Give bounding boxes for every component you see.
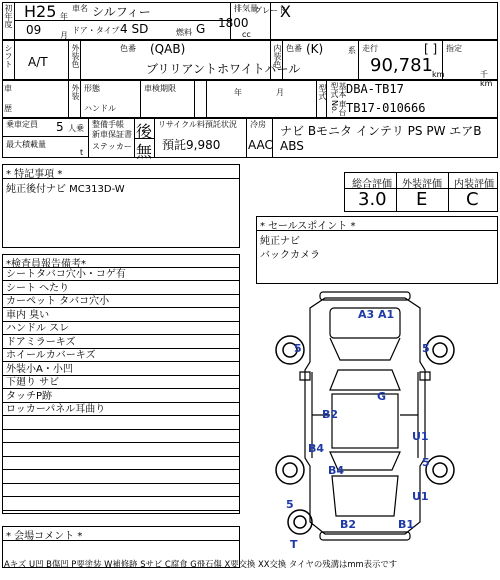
manual-value: 後 [136,122,153,141]
mark-b1-bottom: B1 [398,518,415,531]
inspector-note-row: 下廻り サビ [2,376,240,389]
model-code: DBA-TB17 [346,82,404,96]
inspector-note-row: 車内 臭い [2,309,240,322]
sticker-value: 無 [136,142,153,161]
mark-spare: T [290,538,298,550]
car-name: シルフィー [92,5,151,19]
mark-tire-fl: 5 [294,342,302,355]
chassis-number: TB17-010666 [346,101,426,115]
recycle-fee: 預託9,980 [162,138,221,152]
aircon: AAC [248,138,273,152]
inspector-note-row: ホイールカバーキズ [2,349,240,362]
sales-point-line: バックカメラ [260,250,320,261]
inspector-note-row [2,484,240,497]
year-label: 初年度 [4,4,13,28]
displacement: 1800 [218,16,249,30]
capacity: 5 [56,120,64,134]
mark-u1-right-top: U1 [412,430,429,443]
inspector-notes-title: *検査員報告備考* [6,259,86,270]
doors-type: 4 SD [120,22,149,36]
inspector-note-row: ハンドル スレ [2,322,240,335]
fuel: G [196,22,206,36]
mark-tire-rr: 5 [422,456,430,469]
inspector-note-row [2,417,240,430]
inspector-note-row [2,457,240,470]
total-score: 3.0 [358,189,387,210]
mark-tire-rl: 5 [286,498,294,511]
inspector-note-row: タッチP跡 [2,390,240,403]
equipment: ナビ Bモニタ インテリ PS PW エアB ABS [280,124,482,153]
mark-b2-left: B2 [322,408,339,421]
mark-b4-left-top: B4 [308,442,325,455]
inspector-note-row [2,444,240,457]
inspector-note-row [2,498,240,511]
sales-point-line: 純正ナビ [260,236,300,247]
mark-g: G [377,390,387,403]
inspector-note-row: ロッカーパネル耳曲り [2,403,240,416]
inspector-note-row: シート へたり [2,282,240,295]
special-notes-title: * 特記事項 * [6,169,63,180]
inspector-note-row: 外装小A・小凹 [2,363,240,376]
mark-u1-right-bottom: U1 [412,490,429,503]
inspector-note-row [2,471,240,484]
exterior-score: E [416,189,428,210]
inspector-note-row: ドアミラーキズ [2,336,240,349]
mileage: 90,781 [370,55,433,76]
inspector-note-row: シートタバコ穴小・コゲ有 [2,268,240,281]
mark-tire-fr: 5 [422,342,430,355]
interior-color: (K) [306,42,324,56]
color-code: (QAB) [150,42,186,56]
venue-comment-title: * 会場コメント * [6,531,83,542]
color-name: ブリリアントホワイトパール [146,62,301,76]
inspector-note-row [2,430,240,443]
mark-b4-left-bottom: B4 [328,464,345,477]
first-reg-year: H25 [24,2,57,21]
shift: A/T [28,55,48,69]
sales-points-title: * セールスポイント * [260,221,356,232]
car-damage-diagram [270,290,460,550]
mark-b2-bottom: B2 [340,518,357,531]
first-reg-month: 09 [26,23,42,37]
legend: Aキズ U凹 B傷凹 P要塗装 W補修跡 Sサビ C腐食 G飛石傷 X要交換 XX交換 タイヤの残溝はmm表示です [4,559,398,569]
grade: X [280,2,291,21]
inspector-note-row: カーペット タバコ穴小 [2,295,240,308]
special-note-line: 純正後付ナビ MC313D-W [6,184,125,195]
mark-front: A3 A1 [358,308,395,321]
interior-score: C [466,189,479,210]
